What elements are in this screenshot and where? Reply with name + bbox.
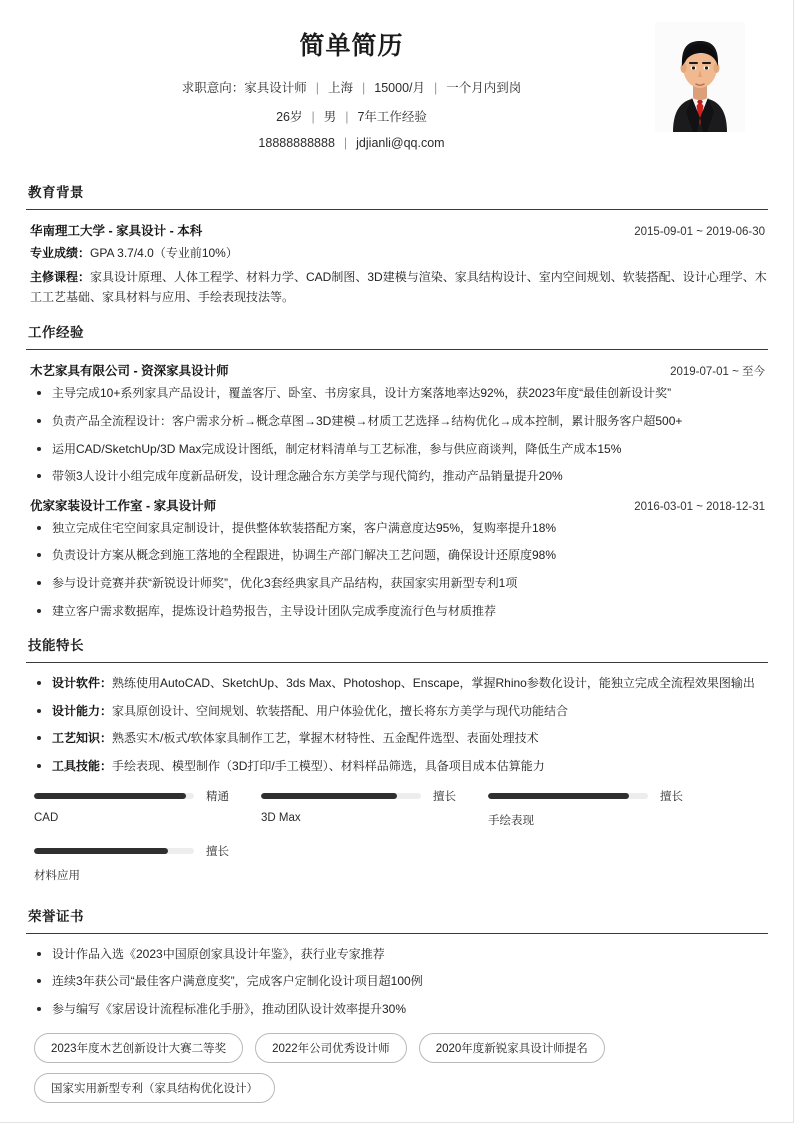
education-courses-line [26,268,767,308]
section-title-skills: 技能特长 [28,638,84,654]
honor-tag[interactable]: 国家实用新型专利（家具结构优化设计） [34,1073,275,1103]
section-education [26,181,767,307]
skill-text: 手绘表现、模型制作（3D打印/手工模型）、材料样品筛选，具备项目成本估算能力 [112,758,545,773]
skill-bar-name: 手绘表现 [488,814,534,827]
honor-tag[interactable]: 2020年度新锐家具设计师提名 [419,1033,605,1063]
section-honors [26,905,767,1114]
list-item: 参与设计竞赛并获“新锐设计师奖”，优化3套经典家具产品结构，获国家实用新型专利1项 [30,574,761,593]
education-gpa-value: GPA 3.7/4.0（专业前10%） [90,246,238,260]
work-company: 优家家装设计工作室 - 家具设计师 [30,498,217,513]
education-courses-value: 家具设计原理、人体工程学、材料力学、CAD制图、3D建模与渲染、家具结构设计、室内空间规划、软装搭配、设计心理学、木工工艺基础、家具材料与应用、手绘表现技法等。 [30,269,767,304]
contact-phone: 18888888888 [258,136,335,150]
education-courses-label: 主修课程： [30,269,91,284]
education-gpa-label: 专业成绩： [30,246,91,260]
list-item: 独立完成住宅空间家具定制设计，提供整体软装搭配方案，客户满意度达95%，复购率提升18% [30,519,761,538]
skill-label: 设计软件： [52,676,113,691]
objective-role: 家具设计师 [244,81,307,95]
honor-tag[interactable]: 2022年公司优秀设计师 [255,1033,407,1063]
skill-bar-level: 擅长 [660,790,683,803]
skill-label: 设计能力： [52,703,113,718]
skill-bar-row [488,789,703,803]
list-item: 运用CAD/SketchUp/3D Max完成设计图纸，制定材料清单与工艺标准，参与供应商谈判，降低生产成本15% [30,440,761,459]
list-item: 建立客户需求数据库，提炼设计趋势报告，主导设计团队完成季度流行色与材质推荐 [30,602,761,621]
list-item: 设计作品入选《2023中国原创家具设计年鉴》，获行业专家推荐 [30,945,761,964]
skill-text: 家具原创设计、空间规划、软装搭配、用户体验优化，擅长将东方美学与现代功能结合 [112,703,569,718]
contact-email: jdjianli@qq.com [356,136,445,150]
meta-line-contact [26,136,767,150]
list-item: 连续3年获公司“最佳客户满意度奖”，完成客户定制化设计项目超100例 [30,972,761,991]
list-item: 负责产品全流程设计：客户需求分析→概念草图→3D建模→材质工艺选择→结构优化→成本控制，累计服务客户超500+ [30,412,761,431]
skill-bar-row [34,844,249,858]
skill-text: 熟练使用AutoCAD、SketchUp、3ds Max、Photoshop、Enscape，掌握Rhino参数化设计，能独立完成全流程效果图输出 [112,676,755,691]
list-item: 负责设计方案从概念到施工落地的全程跟进，协调生产部门解决工艺问题，确保设计还原度98% [30,546,761,565]
skill-bar-item [34,844,249,883]
skill-text: 熟悉实木/板式/软体家具制作工艺，掌握木材特性、五金配件选型、表面处理技术 [112,731,539,746]
section-skills [26,634,767,898]
list-item: 参与编写《家居设计流程标准化手册》，推动团队设计效率提升30% [30,1000,761,1019]
work-company: 木艺家具有限公司 - 资深家具设计师 [30,364,229,379]
work-bullet-list [26,384,767,485]
education-entry [26,221,767,307]
honor-tag-list [26,1027,767,1113]
skill-label: 工艺知识： [52,731,113,746]
list-item [30,729,761,748]
objective-city: 上海 [328,81,354,95]
personal-age: 26岁 [276,110,303,124]
work-entry-head [26,361,767,379]
skill-bar-fill [34,793,186,799]
education-date: 2015-09-01 ~ 2019-06-30 [634,226,765,238]
objective-label: 求职意向： [181,81,245,95]
work-date: 2016-03-01 ~ 2018-12-31 [634,500,765,513]
skill-bar-name: 材料应用 [34,869,80,882]
portrait-photo-icon [655,22,745,132]
objective-salary: 15000/月 [374,81,425,95]
skill-bar-track [34,848,194,854]
objective-availability: 一个月内到岗 [446,81,522,95]
skill-bar-fill [488,793,629,799]
resume-header [26,0,767,167]
list-item [30,757,761,776]
avatar [655,22,745,132]
section-divider [26,209,768,210]
skill-bar-item [34,789,249,828]
work-entry-head [26,496,767,514]
skill-bar-name: CAD [34,811,59,824]
honor-tag[interactable]: 2023年度木艺创新设计大赛二等奖 [34,1033,243,1063]
section-divider [26,933,768,934]
education-school: 华南理工大学 - 家具设计 - 本科 [30,224,203,238]
list-item [30,674,761,693]
skill-bar-level: 精通 [206,790,229,803]
list-item [30,702,761,721]
skill-bars [26,785,767,899]
skill-bar-name: 3D Max [261,811,301,824]
section-work [26,321,767,620]
section-divider [26,662,768,663]
personal-gender: 男 [323,110,337,124]
skill-bar-item [488,789,703,828]
list-item: 带领3人设计小组完成年度新品研发，设计理念融合东方美学与现代简约，推动产品销量提升20% [30,467,761,486]
education-entry-head [26,221,767,239]
work-bullet-list [26,519,767,620]
meta-separator: | [315,81,319,95]
skill-bar-row [34,789,249,803]
meta-separator: | [345,110,349,124]
skills-bullet-list [26,674,767,775]
meta-separator: | [434,81,438,95]
skill-bar-item [261,789,476,828]
section-title-education: 教育背景 [28,185,84,200]
section-divider [26,349,768,350]
skill-bar-level: 擅长 [206,845,229,858]
skill-bar-level: 擅长 [433,790,456,803]
skill-label: 工具技能： [52,758,113,773]
work-entry [26,496,767,620]
meta-separator: | [343,136,348,150]
skill-bar-track [261,793,421,799]
personal-experience: 7年工作经验 [357,110,427,124]
skill-bar-fill [34,848,168,854]
meta-separator: | [362,81,366,95]
education-gpa-line [26,244,767,264]
meta-separator: | [311,110,315,124]
skill-bar-row [261,789,476,803]
work-date: 2019-07-01 ~ 至今 [670,366,765,379]
list-item: 主导完成10+系列家具产品设计，覆盖客厅、卧室、书房家具，设计方案落地率达92%，获2023年度“最佳创新设计奖” [30,384,761,403]
skill-bar-track [34,793,194,799]
section-title-work: 工作经验 [28,325,84,341]
skill-bar-track [488,793,648,799]
skill-bar-fill [261,793,397,799]
honors-bullet-list [26,945,767,1019]
section-title-honors: 荣誉证书 [28,908,84,924]
page-title: 简单简历 [299,32,404,60]
work-entry [26,361,767,485]
